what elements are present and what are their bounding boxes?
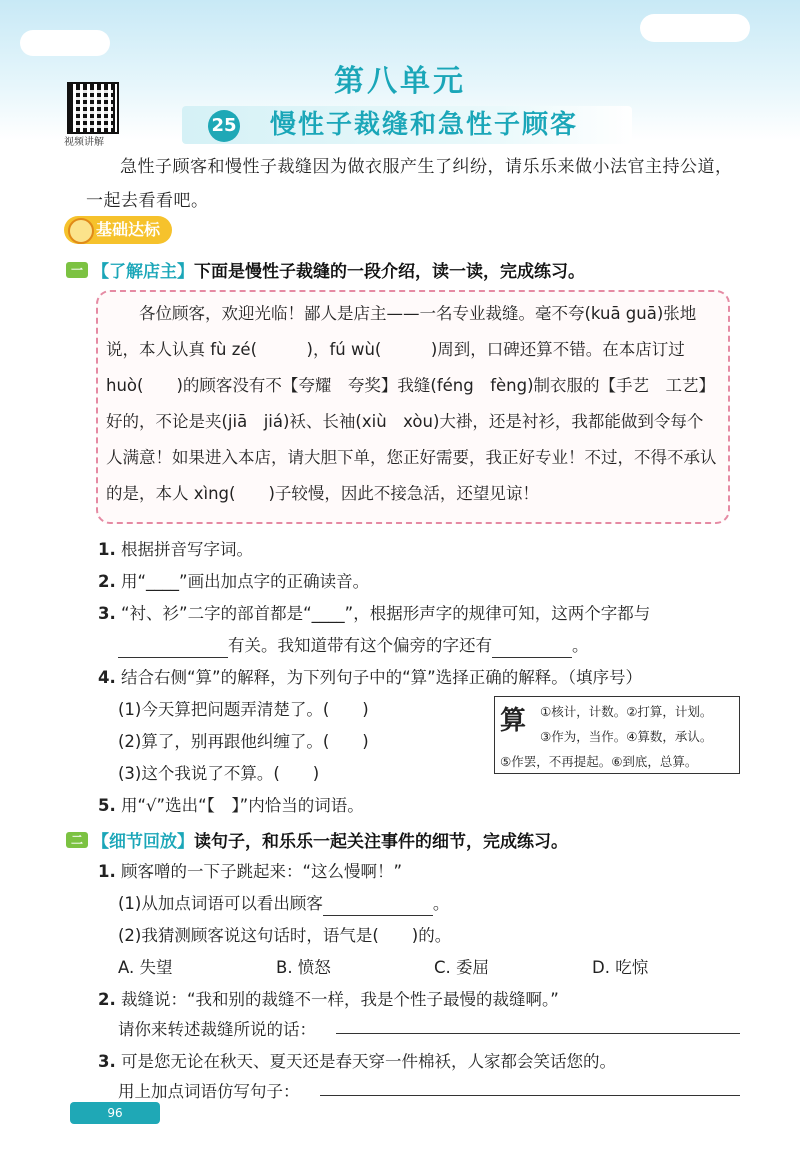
question-5: 5. 用“√”选出“【 】”内恰当的词语。 (98, 796, 364, 815)
question-1: 1. 根据拼音写字词。 (98, 540, 253, 559)
section-tag: 【了解店主】 (92, 262, 194, 282)
s2-question-1a: (1)从加点词语可以看出顾客 。 (118, 892, 449, 916)
intro-paragraph: 急性子顾客和慢性子裁缝因为做衣服产生了纠纷，请乐乐来做小法官主持公道，一起去看看吧。 (86, 157, 733, 211)
section-heading (92, 827, 568, 852)
answer-line[interactable] (320, 1094, 740, 1096)
s2-question-1b: (2)我猜测顾客说这句话时，语气是( )的。 (118, 926, 452, 945)
page-number: 96 (70, 1102, 160, 1124)
section-title: 下面是慢性子裁缝的一段介绍，读一读，完成练习。 (194, 262, 585, 282)
definition-character: 算 (500, 706, 527, 736)
question-4-item: (3)这个我说了不算。( ) (118, 764, 320, 783)
section-title: 读句子，和乐乐一起关注事件的细节，完成练习。 (194, 832, 568, 852)
s2-question-1: 1. 顾客噌的一下子跳起来：“这么慢啊！” (98, 862, 403, 881)
student-face-icon (68, 218, 94, 244)
s2-question-2: 2. 裁缝说：“我和别的裁缝不一样，我是个性子最慢的裁缝啊。” (98, 990, 559, 1009)
section-number-mark: 二 (66, 832, 88, 848)
lesson-title: 慢性子裁缝和急性子顾客 (270, 110, 579, 140)
option-d[interactable]: D. 吃惊 (592, 958, 649, 977)
definition-line: ③作为，当作。④算数，承认。 (540, 729, 713, 744)
section-number-mark: 一 (66, 262, 88, 278)
lesson-number: 25 (208, 110, 240, 142)
question-2: 2. 用“____”画出加点字的正确读音。 (98, 572, 370, 591)
section-tag: 【细节回放】 (92, 832, 194, 852)
question-3-line2: 有关。我知道带有这个偏旁的字还有 。 (118, 634, 589, 658)
definition-line: ⑤作罢，不再提起。⑥到底，总算。 (500, 754, 698, 769)
s2-question-3: 3. 可是您无论在秋天、夏天还是春天穿一件棉袄，人家都会笑话您的。 (98, 1052, 616, 1071)
unit-title: 第八单元 (334, 64, 466, 99)
cloud-decoration (640, 14, 750, 42)
question-4: 4. 结合右侧“算”的解释，为下列句子中的“算”选择正确的解释。（填序号） (98, 668, 642, 687)
answer-blank[interactable] (118, 639, 228, 658)
section-badge: 基础达标 (64, 216, 172, 244)
question-4-item: (2)算了，别再跟他纠缠了。( ) (118, 732, 369, 751)
section-heading (92, 257, 585, 282)
answer-blank[interactable] (492, 639, 572, 658)
qr-caption: 视频讲解 (64, 137, 104, 148)
option-a[interactable]: A. 失望 (118, 958, 173, 977)
question-3: 3. “衬、衫”二字的部首都是“____”，根据形声字的规律可知，这两个字都与 (98, 604, 651, 623)
option-b[interactable]: B. 愤怒 (276, 958, 331, 977)
answer-line[interactable] (336, 1032, 740, 1034)
s2-question-2-prompt: 请你来转述裁缝所说的话： (118, 1020, 316, 1039)
definition-line: ①核计，计数。②打算，计划。 (540, 704, 713, 719)
s2-question-3-prompt: 用上加点词语仿写句子： (118, 1082, 300, 1101)
passage-text: 各位顾客，欢迎光临！鄙人是店主——一名专业裁缝。毫不夸(kuā guā)张地说，本人认真 fù zé( )，fú wù( )周到，口碑还算不错。在本店订过 huò( )的顾客没有不【夸耀 夸奖】我缝(féng fèng)制衣服的【手艺 工艺】好的，不论是夹(jiā jiá)袄、长袖(xiù xòu)大褂，还是衬衫，我都能做到令每个人满意！如果进入本店，请大胆下单，您正好需要，我正好专业！不过，不得不承认的是，本人 xìng( )子较慢，因此不接急活，还望见谅！ (106, 304, 717, 503)
question-4-item: (1)今天算把问题弄清楚了。( ) (118, 700, 369, 719)
cloud-decoration (20, 30, 110, 56)
option-c[interactable]: C. 委屈 (434, 958, 490, 977)
answer-blank[interactable] (323, 897, 433, 916)
